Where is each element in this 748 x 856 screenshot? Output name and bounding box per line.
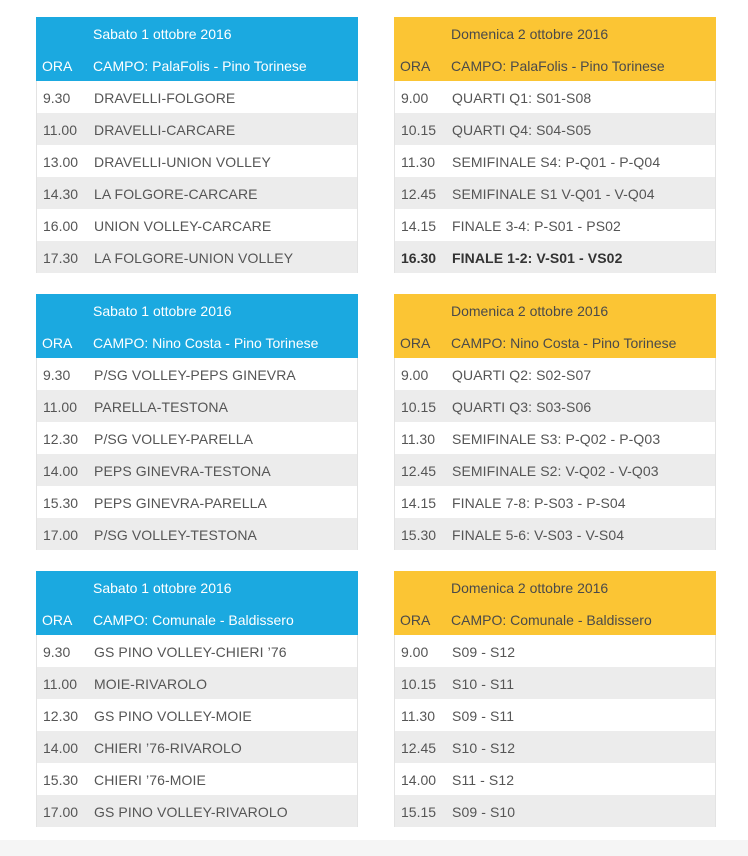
table-row	[394, 81, 716, 113]
row-match: DRAVELLI-UNION VOLLEY	[94, 154, 271, 170]
row-match: GS PINO VOLLEY-RIVAROLO	[94, 804, 288, 820]
table-column-header	[394, 49, 716, 81]
row-match: FINALE 1-2: V-S01 - VS02	[452, 250, 623, 266]
row-match: P/SG VOLLEY-PARELLA	[94, 431, 254, 447]
row-time: 11.30	[401, 708, 435, 724]
row-match: LA FOLGORE-CARCARE	[94, 186, 258, 202]
row-time: 9.00	[401, 90, 429, 106]
row-match: MOIE-RIVAROLO	[94, 676, 208, 692]
schedule-table	[394, 571, 716, 827]
table-column-header	[36, 49, 358, 81]
row-time: 11.30	[401, 154, 435, 170]
table-row	[394, 209, 716, 241]
row-match: CHIERI ’76-RIVAROLO	[94, 740, 242, 756]
table-date: Sabato 1 ottobre 2016	[93, 26, 232, 42]
table-date: Domenica 2 ottobre 2016	[451, 26, 609, 42]
table-row	[36, 763, 358, 795]
column-field-label: CAMPO: Nino Costa - Pino Torinese	[93, 335, 319, 351]
row-time: 11.00	[43, 399, 77, 415]
column-field-label: CAMPO: PalaFolis - Pino Torinese	[451, 58, 665, 74]
row-time: 12.30	[43, 431, 79, 447]
row-match: LA FOLGORE-UNION VOLLEY	[94, 250, 294, 266]
table-row	[394, 635, 716, 667]
page-bottom-bar	[0, 840, 748, 856]
column-field-label: CAMPO: PalaFolis - Pino Torinese	[93, 58, 307, 74]
table-column-header	[36, 326, 358, 358]
row-time: 14.15	[401, 495, 437, 511]
row-time: 16.00	[43, 218, 79, 234]
table-row	[36, 518, 358, 550]
row-match: PEPS GINEVRA-TESTONA	[94, 463, 271, 479]
table-row	[394, 667, 716, 699]
column-time-label: ORA	[400, 335, 431, 351]
schedule-table	[394, 294, 716, 550]
row-time: 10.15	[401, 676, 437, 692]
row-match: GS PINO VOLLEY-CHIERI ’76	[94, 644, 287, 660]
row-time: 11.00	[43, 676, 77, 692]
row-time: 11.00	[43, 122, 77, 138]
row-time: 15.15	[401, 804, 437, 820]
row-time: 14.00	[43, 740, 79, 756]
table-row	[394, 358, 716, 390]
table-row	[394, 518, 716, 550]
table-row	[36, 454, 358, 486]
table-row	[36, 635, 358, 667]
row-time: 12.45	[401, 186, 437, 202]
schedule-table	[394, 17, 716, 273]
table-date-header	[394, 571, 716, 603]
row-time: 9.00	[401, 367, 429, 383]
schedule-table	[36, 294, 358, 550]
column-field-label: CAMPO: Comunale - Baldissero	[451, 612, 652, 628]
table-column-header	[394, 603, 716, 635]
row-time: 17.00	[43, 804, 79, 820]
row-match: SEMIFINALE S3: P-Q02 - P-Q03	[452, 431, 661, 447]
row-time: 14.00	[43, 463, 79, 479]
row-time: 12.45	[401, 740, 437, 756]
table-row	[36, 177, 358, 209]
table-date: Sabato 1 ottobre 2016	[93, 580, 232, 596]
row-match: S10 - S12	[452, 740, 516, 756]
row-time: 9.00	[401, 644, 429, 660]
row-time: 15.30	[43, 495, 79, 511]
row-match: PARELLA-TESTONA	[94, 399, 229, 415]
table-row	[36, 241, 358, 273]
table-row	[36, 667, 358, 699]
row-match: DRAVELLI-CARCARE	[94, 122, 236, 138]
row-time: 14.15	[401, 218, 437, 234]
row-time: 11.30	[401, 431, 435, 447]
row-time: 14.00	[401, 772, 437, 788]
row-match: P/SG VOLLEY-TESTONA	[94, 527, 257, 543]
row-match: FINALE 5-6: V-S03 - V-S04	[452, 527, 625, 543]
row-time: 10.15	[401, 122, 437, 138]
row-match: UNION VOLLEY-CARCARE	[94, 218, 272, 234]
row-time: 9.30	[43, 367, 71, 383]
table-row	[36, 422, 358, 454]
column-field-label: CAMPO: Comunale - Baldissero	[93, 612, 294, 628]
table-row	[394, 241, 716, 273]
table-row	[394, 486, 716, 518]
row-match: FINALE 3-4: P-S01 - PS02	[452, 218, 621, 234]
row-time: 15.30	[43, 772, 79, 788]
table-date: Domenica 2 ottobre 2016	[451, 580, 609, 596]
row-match: GS PINO VOLLEY-MOIE	[94, 708, 252, 724]
row-match: QUARTI Q1: S01-S08	[452, 90, 592, 106]
table-row	[394, 390, 716, 422]
table-row	[36, 486, 358, 518]
row-time: 15.30	[401, 527, 437, 543]
table-row	[394, 177, 716, 209]
row-time: 9.30	[43, 90, 71, 106]
table-row	[394, 145, 716, 177]
column-time-label: ORA	[42, 335, 73, 351]
table-row	[394, 454, 716, 486]
row-match: S11 - S12	[452, 772, 515, 788]
row-time: 12.30	[43, 708, 79, 724]
table-date: Domenica 2 ottobre 2016	[451, 303, 609, 319]
table-row	[36, 699, 358, 731]
table-row	[36, 390, 358, 422]
row-match: P/SG VOLLEY-PEPS GINEVRA	[94, 367, 296, 383]
table-row	[36, 113, 358, 145]
schedule-table	[36, 571, 358, 827]
row-match: FINALE 7-8: P-S03 - P-S04	[452, 495, 626, 511]
table-row	[36, 795, 358, 827]
table-row	[394, 113, 716, 145]
table-row	[36, 209, 358, 241]
row-match: QUARTI Q2: S02-S07	[452, 367, 592, 383]
table-row	[394, 699, 716, 731]
row-match: S10 - S11	[452, 676, 515, 692]
table-column-header	[36, 603, 358, 635]
table-date-header	[36, 571, 358, 603]
table-column-header	[394, 326, 716, 358]
row-match: CHIERI ’76-MOIE	[94, 772, 206, 788]
row-time: 12.45	[401, 463, 437, 479]
column-time-label: ORA	[400, 58, 431, 74]
row-time: 17.00	[43, 527, 79, 543]
row-time: 9.30	[43, 644, 71, 660]
row-match: DRAVELLI-FOLGORE	[94, 90, 236, 106]
row-match: QUARTI Q3: S03-S06	[452, 399, 592, 415]
table-row	[36, 731, 358, 763]
table-row	[394, 731, 716, 763]
table-row	[36, 358, 358, 390]
schedule-table	[36, 17, 358, 273]
table-date-header	[36, 294, 358, 326]
table-date-header	[394, 17, 716, 49]
column-time-label: ORA	[400, 612, 431, 628]
row-match: S09 - S11	[452, 708, 515, 724]
row-match: SEMIFINALE S2: V-Q02 - V-Q03	[452, 463, 659, 479]
row-match: PEPS GINEVRA-PARELLA	[94, 495, 267, 511]
row-match: SEMIFINALE S1 V-Q01 - V-Q04	[452, 186, 655, 202]
table-date-header	[36, 17, 358, 49]
table-date-header	[394, 294, 716, 326]
table-row	[36, 145, 358, 177]
column-time-label: ORA	[42, 58, 73, 74]
row-time: 10.15	[401, 399, 437, 415]
row-match: QUARTI Q4: S04-S05	[452, 122, 592, 138]
row-time: 14.30	[43, 186, 79, 202]
column-time-label: ORA	[42, 612, 73, 628]
row-time: 13.00	[43, 154, 79, 170]
row-time: 16.30	[401, 250, 437, 266]
row-match: SEMIFINALE S4: P-Q01 - P-Q04	[452, 154, 661, 170]
table-row	[394, 422, 716, 454]
column-field-label: CAMPO: Nino Costa - Pino Torinese	[451, 335, 677, 351]
table-row	[36, 81, 358, 113]
row-match: S09 - S12	[452, 644, 516, 660]
row-match: S09 - S10	[452, 804, 516, 820]
table-row	[394, 795, 716, 827]
row-time: 17.30	[43, 250, 79, 266]
table-row	[394, 763, 716, 795]
table-date: Sabato 1 ottobre 2016	[93, 303, 232, 319]
